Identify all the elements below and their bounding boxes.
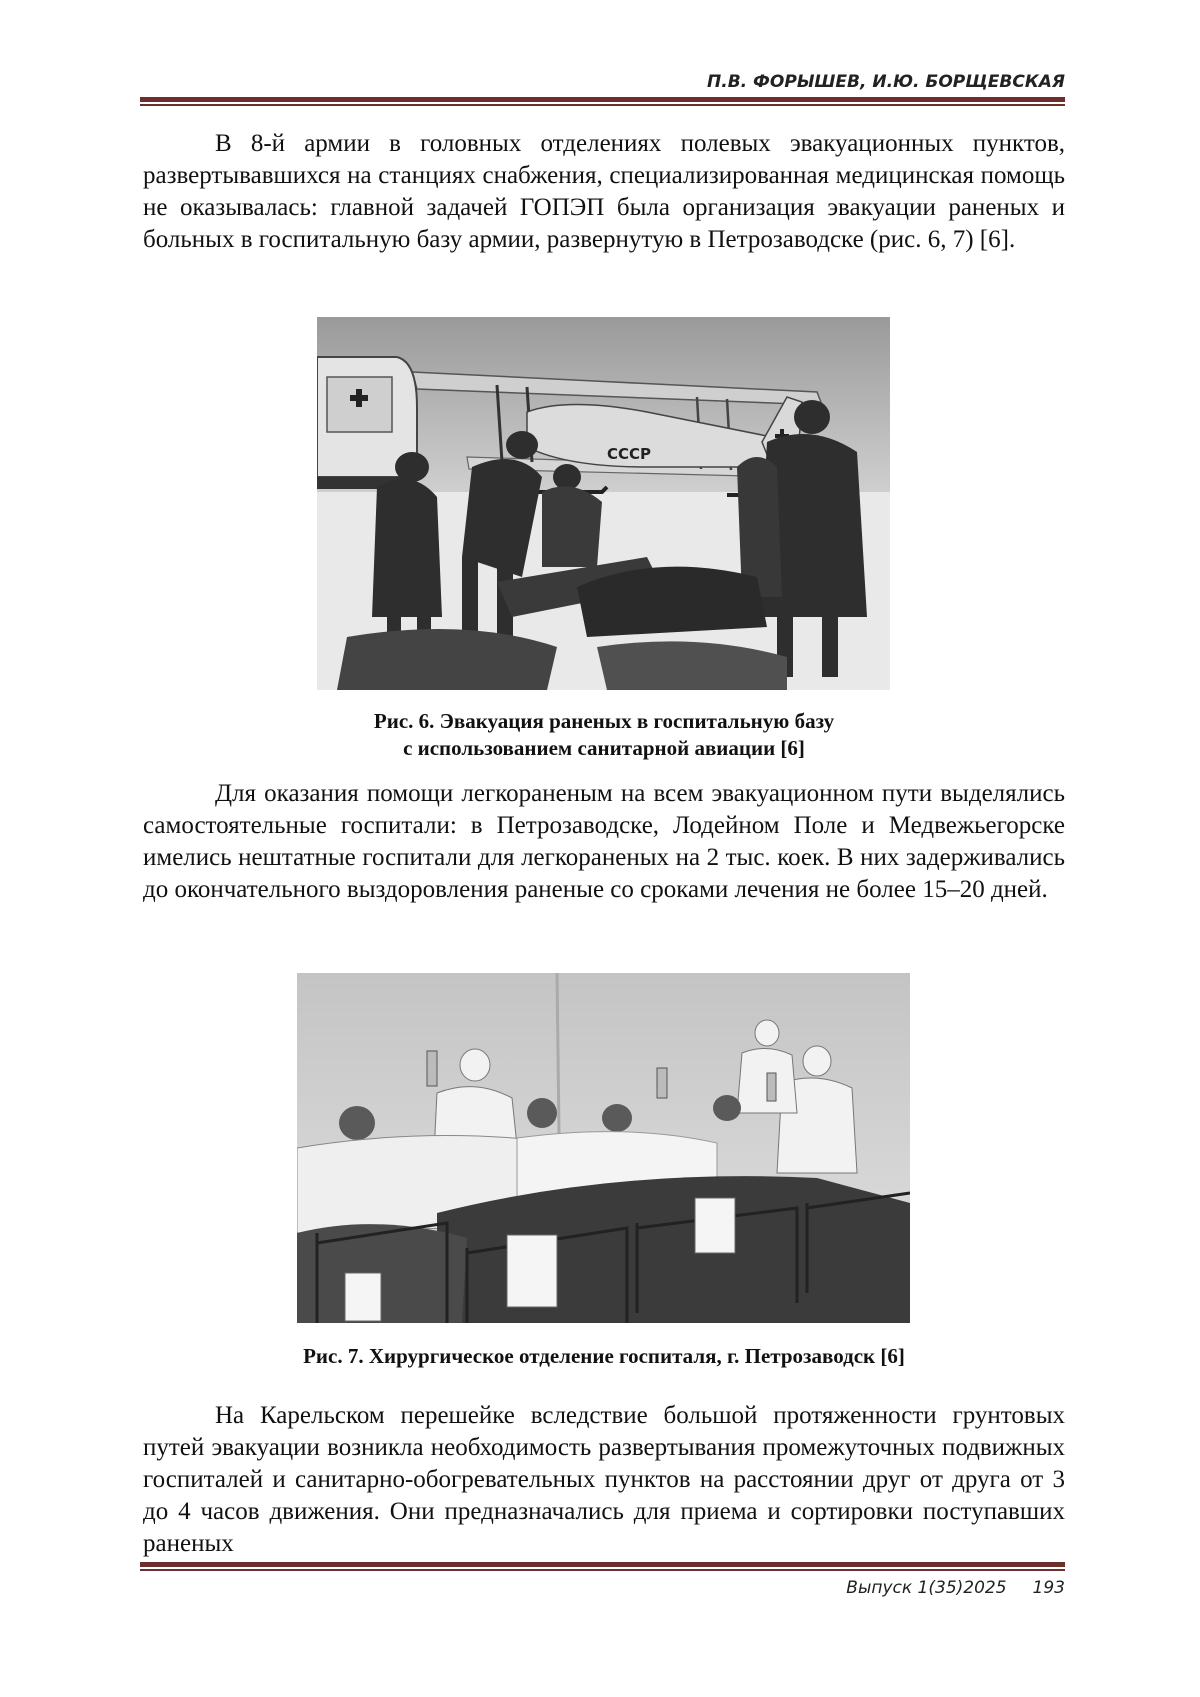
body-paragraph: На Карельском перешейке вследствие большой протяженности грунтовых путей эвакуации возникла необходимость развертывания промежуточных подвижных госпиталей и санитарно-обогревательных пунктов на расстоянии друг от друга от 3 до 4 часов движения. Они предназначались для приема и сортировки поступавших раненых: [143, 1402, 1065, 1557]
aircraft-marking: СССР: [607, 445, 652, 463]
header-rule: [140, 97, 1065, 106]
page-number: 193: [1032, 1578, 1065, 1598]
page-footer: [846, 1578, 1065, 1598]
figure-6-caption-line-1: Рис. 6. Эвакуация раненых в госпитальную базу: [373, 709, 835, 733]
figure-7-caption: Рис. 7. Хирургическое отделение госпиталя, г. Петрозаводск [6]: [303, 1344, 905, 1368]
figure-6-caption: [143, 708, 1065, 762]
figure-6-image: [317, 317, 890, 690]
figure-6-photo: [317, 317, 890, 690]
body-paragraph: В 8-й армии в головных отделениях полевых эвакуационных пунктов, развертывавшихся на станциях снабжения, специализированная медицинская помощь не оказывалась: главной задачей ГОПЭП была организация эвакуации раненых и больных в госпитальную базу армии, развернутую в Петрозаводске (рис. 6, 7) [6].: [143, 130, 1065, 253]
figure-7-photo: [297, 973, 910, 1323]
running-head-authors: П.В. ФОРЫШЕВ, И.Ю. БОРЩЕВСКАЯ: [707, 72, 1065, 92]
figure-6-caption-line-2: с использованием санитарной авиации [6]: [403, 736, 805, 760]
footer-rule: [140, 1562, 1065, 1571]
issue-label: Выпуск 1(35)2025: [846, 1578, 1007, 1598]
body-paragraph: Для оказания помощи легкораненым на всем эвакуационном пути выделялись самостоятельные госпитали: в Петрозаводске, Лодейном Поле и Медвежьегорске имелись нештатные госпитали для легкораненых на 2 тыс. коек. В них задерживались до окончательного выздоровления раненые со сроками лечения не более 15–20 дней.: [143, 780, 1065, 903]
figure-7-image: [297, 973, 910, 1323]
